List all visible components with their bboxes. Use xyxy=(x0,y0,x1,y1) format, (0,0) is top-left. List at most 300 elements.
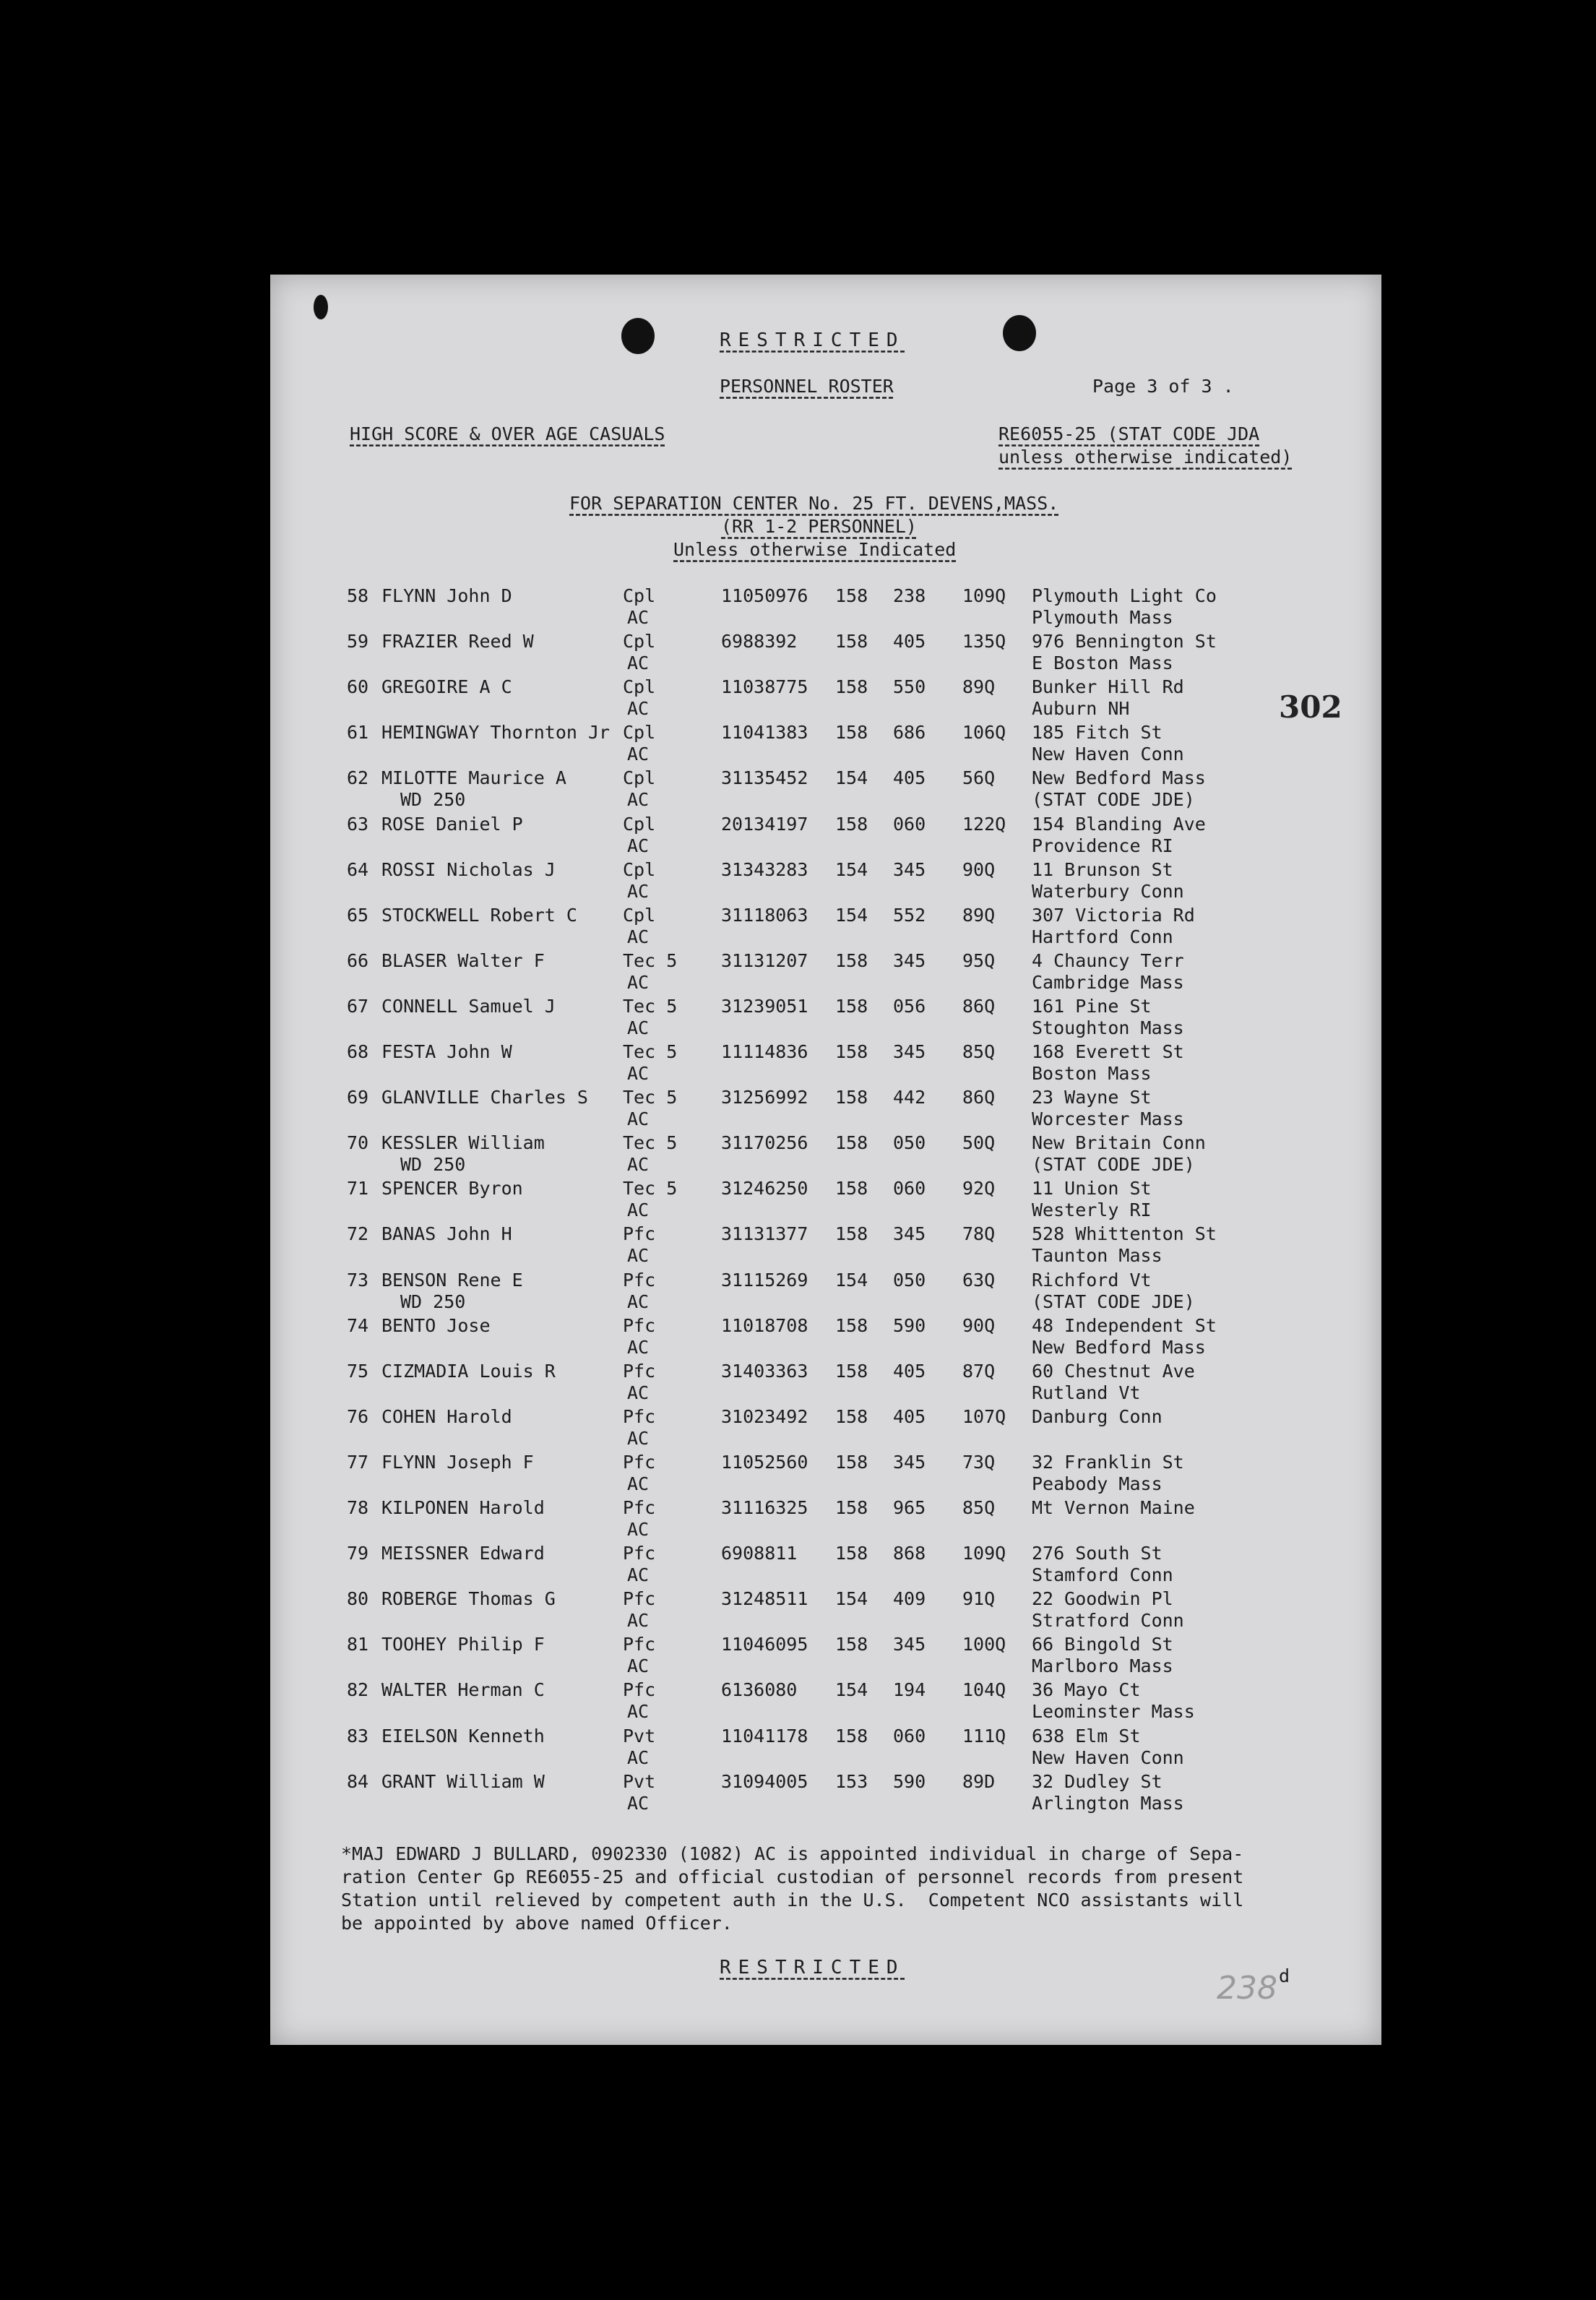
address-line1: 4 Chauncy Terr xyxy=(1032,949,1184,971)
name: STOCKWELL Robert C xyxy=(381,904,577,926)
address-line1: 32 Franklin St xyxy=(1032,1451,1184,1473)
branch: AC xyxy=(627,607,650,628)
address-line2: Cambridge Mass xyxy=(1032,971,1184,993)
code-b: 050 xyxy=(893,1132,926,1154)
code-a: 154 xyxy=(835,1588,868,1610)
code-b: 405 xyxy=(893,1360,926,1382)
code-b: 345 xyxy=(893,1451,926,1473)
grade: Pfc xyxy=(623,1451,656,1473)
row-number: 83 xyxy=(347,1725,369,1746)
name: KESSLER William xyxy=(381,1132,545,1154)
name: BENSON Rene E xyxy=(381,1269,523,1291)
footnote-line3: Station until relieved by competent auth in the U.S. Competent NCO assistants will xyxy=(341,1890,1244,1911)
score: 111Q xyxy=(962,1725,1006,1746)
code-a: 158 xyxy=(835,1223,868,1245)
address-line1: 36 Mayo Ct xyxy=(1032,1679,1141,1701)
name-note: WD 250 xyxy=(400,1154,466,1176)
code-b: 405 xyxy=(893,1405,926,1427)
table-row xyxy=(270,1543,1381,1588)
code-a: 158 xyxy=(835,1497,868,1518)
code-b: 405 xyxy=(893,631,926,652)
code-b: 405 xyxy=(893,767,926,789)
right-heading-line1: RE6055-25 (STAT CODE JDA xyxy=(998,423,1260,444)
name: WALTER Herman C xyxy=(381,1679,545,1701)
page-number: Page 3 of 3 . xyxy=(1092,376,1234,397)
table-row xyxy=(270,722,1381,767)
document-page xyxy=(270,275,1381,2045)
grade: Tec 5 xyxy=(623,1041,678,1062)
address-line1: 276 South St xyxy=(1032,1543,1163,1564)
branch: AC xyxy=(627,926,650,947)
score: 91Q xyxy=(962,1588,996,1610)
code-b: 060 xyxy=(893,1725,926,1746)
address-line2: (STAT CODE JDE) xyxy=(1032,1291,1195,1312)
branch: AC xyxy=(627,1701,650,1723)
address-line1: 66 Bingold St xyxy=(1032,1634,1173,1655)
branch: AC xyxy=(627,1108,650,1130)
table-row xyxy=(270,814,1381,859)
address-line2: Westerly RI xyxy=(1032,1199,1152,1221)
serial-number: 31023492 xyxy=(721,1405,808,1427)
punch-hole-right xyxy=(1003,315,1036,351)
code-a: 154 xyxy=(835,1269,868,1291)
serial-number: 31170256 xyxy=(721,1132,808,1154)
serial-number: 11041178 xyxy=(721,1725,808,1746)
branch: AC xyxy=(627,1154,650,1176)
score: 86Q xyxy=(962,1087,996,1108)
name: ROSSI Nicholas J xyxy=(381,858,556,880)
row-number: 72 xyxy=(347,1223,369,1245)
address-line2: New Haven Conn xyxy=(1032,1746,1184,1768)
score: 107Q xyxy=(962,1405,1006,1427)
branch: AC xyxy=(627,1473,650,1494)
address-line2: Waterbury Conn xyxy=(1032,880,1184,902)
table-row xyxy=(270,859,1381,905)
name: SPENCER Byron xyxy=(381,1178,523,1199)
punch-hole-left xyxy=(621,318,655,354)
branch: AC xyxy=(627,1336,650,1358)
code-b: 345 xyxy=(893,1223,926,1245)
serial-number: 11046095 xyxy=(721,1634,808,1655)
grade: Tec 5 xyxy=(623,1132,678,1154)
name: BLASER Walter F xyxy=(381,949,545,971)
name: MILOTTE Maurice A xyxy=(381,767,566,789)
table-row xyxy=(270,905,1381,950)
grade: Pfc xyxy=(623,1497,656,1518)
table-row xyxy=(270,1041,1381,1087)
roster-title: PERSONNEL ROSTER xyxy=(720,376,894,397)
table-row xyxy=(270,1132,1381,1178)
row-number: 73 xyxy=(347,1269,369,1291)
footnote-line2: ration Center Gp RE6055-25 and official custodian of personnel records from present xyxy=(341,1866,1244,1887)
branch: AC xyxy=(627,1655,650,1677)
row-number: 67 xyxy=(347,995,369,1017)
score: 85Q xyxy=(962,1497,996,1518)
table-row xyxy=(270,1315,1381,1361)
serial-number: 11050976 xyxy=(721,585,808,606)
serial-number: 11052560 xyxy=(721,1451,808,1473)
code-b: 238 xyxy=(893,585,926,606)
code-b: 409 xyxy=(893,1588,926,1610)
name: FLYNN Joseph F xyxy=(381,1451,534,1473)
branch: AC xyxy=(627,698,650,720)
name-note: WD 250 xyxy=(400,1291,466,1312)
code-b: 345 xyxy=(893,1634,926,1655)
address-line2: New Haven Conn xyxy=(1032,744,1184,765)
ink-blot xyxy=(314,295,328,319)
name: FLYNN John D xyxy=(381,585,512,606)
grade: Tec 5 xyxy=(623,1178,678,1199)
code-a: 158 xyxy=(835,722,868,744)
score: 90Q xyxy=(962,1314,996,1336)
address-line1: 976 Bennington St xyxy=(1032,631,1217,652)
name: ROSE Daniel P xyxy=(381,813,523,835)
table-row xyxy=(270,1452,1381,1497)
address-line1: 161 Pine St xyxy=(1032,995,1152,1017)
table-row xyxy=(270,1771,1381,1817)
serial-number: 6136080 xyxy=(721,1679,798,1701)
personnel-table xyxy=(270,585,1381,1821)
footnote-line4: be appointed by above named Officer. xyxy=(341,1913,733,1934)
code-b: 590 xyxy=(893,1770,926,1792)
row-number: 69 xyxy=(347,1087,369,1108)
row-number: 74 xyxy=(347,1314,369,1336)
address-line1: 154 Blanding Ave xyxy=(1032,813,1206,835)
grade: Cpl xyxy=(623,631,656,652)
pencil-annotation: 238 xyxy=(1217,1970,1277,2007)
serial-number: 31248511 xyxy=(721,1588,808,1610)
code-a: 158 xyxy=(835,1634,868,1655)
address-line2: New Bedford Mass xyxy=(1032,1336,1206,1358)
score: 95Q xyxy=(962,949,996,971)
address-line1: Bunker Hill Rd xyxy=(1032,676,1184,698)
code-a: 158 xyxy=(835,1451,868,1473)
name: BANAS John H xyxy=(381,1223,512,1245)
table-row xyxy=(270,1223,1381,1269)
score: 89Q xyxy=(962,904,996,926)
code-a: 154 xyxy=(835,1679,868,1701)
code-b: 345 xyxy=(893,1041,926,1062)
branch: AC xyxy=(627,652,650,674)
code-b: 345 xyxy=(893,949,926,971)
serial-number: 11041383 xyxy=(721,722,808,744)
score: 78Q xyxy=(962,1223,996,1245)
address-line1: 638 Elm St xyxy=(1032,1725,1141,1746)
center-heading-line3: Unless otherwise Indicated xyxy=(673,539,957,560)
branch: AC xyxy=(627,1746,650,1768)
row-number: 79 xyxy=(347,1543,369,1564)
grade: Pfc xyxy=(623,1269,656,1291)
code-b: 965 xyxy=(893,1497,926,1518)
row-number: 64 xyxy=(347,858,369,880)
branch: AC xyxy=(627,1017,650,1038)
score: 100Q xyxy=(962,1634,1006,1655)
table-row xyxy=(270,1588,1381,1634)
row-number: 78 xyxy=(347,1497,369,1518)
score: 56Q xyxy=(962,767,996,789)
address-line2: Hartford Conn xyxy=(1032,926,1173,947)
branch: AC xyxy=(627,1792,650,1814)
address-line1: 11 Union St xyxy=(1032,1178,1152,1199)
row-number: 70 xyxy=(347,1132,369,1154)
table-row xyxy=(270,1679,1381,1725)
grade: Pfc xyxy=(623,1360,656,1382)
restricted-heading-top: RESTRICTED xyxy=(720,330,905,351)
address-line2: Peabody Mass xyxy=(1032,1473,1163,1494)
branch: AC xyxy=(627,1610,650,1632)
address-line1: Mt Vernon Maine xyxy=(1032,1497,1195,1518)
right-heading-line2: unless otherwise indicated) xyxy=(998,447,1293,468)
row-number: 75 xyxy=(347,1360,369,1382)
serial-number: 31115269 xyxy=(721,1269,808,1291)
table-row xyxy=(270,631,1381,676)
name: CONNELL Samuel J xyxy=(381,995,556,1017)
code-a: 158 xyxy=(835,813,868,835)
row-number: 65 xyxy=(347,904,369,926)
grade: Pfc xyxy=(623,1588,656,1610)
serial-number: 31239051 xyxy=(721,995,808,1017)
address-line2: Taunton Mass xyxy=(1032,1245,1163,1267)
branch: AC xyxy=(627,971,650,993)
grade: Cpl xyxy=(623,722,656,744)
code-b: 056 xyxy=(893,995,926,1017)
row-number: 58 xyxy=(347,585,369,606)
branch: AC xyxy=(627,789,650,811)
table-row xyxy=(270,1361,1381,1406)
branch: AC xyxy=(627,1199,650,1221)
code-a: 158 xyxy=(835,1132,868,1154)
name: MEISSNER Edward xyxy=(381,1543,545,1564)
code-a: 158 xyxy=(835,1543,868,1564)
serial-number: 31094005 xyxy=(721,1770,808,1792)
serial-number: 31118063 xyxy=(721,904,808,926)
grade: Cpl xyxy=(623,767,656,789)
table-row xyxy=(270,1497,1381,1543)
address-line2: Leominster Mass xyxy=(1032,1701,1195,1723)
code-a: 158 xyxy=(835,1178,868,1199)
code-b: 550 xyxy=(893,676,926,698)
address-line1: 168 Everett St xyxy=(1032,1041,1184,1062)
code-a: 154 xyxy=(835,858,868,880)
code-a: 154 xyxy=(835,767,868,789)
table-row xyxy=(270,1178,1381,1223)
address-line2: Rutland Vt xyxy=(1032,1382,1141,1403)
grade: Cpl xyxy=(623,858,656,880)
grade: Pvt xyxy=(623,1725,656,1746)
code-a: 158 xyxy=(835,631,868,652)
code-a: 158 xyxy=(835,1314,868,1336)
name: BENTO Jose xyxy=(381,1314,491,1336)
row-number: 59 xyxy=(347,631,369,652)
row-number: 68 xyxy=(347,1041,369,1062)
grade: Pfc xyxy=(623,1543,656,1564)
name: FESTA John W xyxy=(381,1041,512,1062)
center-heading-line2: (RR 1-2 PERSONNEL) xyxy=(721,516,917,537)
code-a: 158 xyxy=(835,676,868,698)
address-line2: Stamford Conn xyxy=(1032,1564,1173,1586)
grade: Pfc xyxy=(623,1223,656,1245)
branch: AC xyxy=(627,1427,650,1449)
address-line2: (STAT CODE JDE) xyxy=(1032,789,1195,811)
address-line1: Danburg Conn xyxy=(1032,1405,1163,1427)
code-a: 154 xyxy=(835,904,868,926)
table-row xyxy=(270,767,1381,813)
row-number: 77 xyxy=(347,1451,369,1473)
address-line1: New Britain Conn xyxy=(1032,1132,1206,1154)
code-b: 590 xyxy=(893,1314,926,1336)
address-line1: 48 Independent St xyxy=(1032,1314,1217,1336)
code-a: 158 xyxy=(835,995,868,1017)
address-line2: Stoughton Mass xyxy=(1032,1017,1184,1038)
score: 92Q xyxy=(962,1178,996,1199)
branch: AC xyxy=(627,1382,650,1403)
address-line1: Richford Vt xyxy=(1032,1269,1152,1291)
name: EIELSON Kenneth xyxy=(381,1725,545,1746)
code-a: 158 xyxy=(835,1087,868,1108)
branch: AC xyxy=(627,880,650,902)
address-line2: (STAT CODE JDE) xyxy=(1032,1154,1195,1176)
score: 87Q xyxy=(962,1360,996,1382)
address-line2: Providence RI xyxy=(1032,835,1173,856)
serial-number: 11114836 xyxy=(721,1041,808,1062)
row-number: 63 xyxy=(347,813,369,835)
address-line1: 185 Fitch St xyxy=(1032,722,1163,744)
branch: AC xyxy=(627,1564,650,1586)
serial-number: 31135452 xyxy=(721,767,808,789)
serial-number: 6988392 xyxy=(721,631,798,652)
score: 104Q xyxy=(962,1679,1006,1701)
name: ROBERGE Thomas G xyxy=(381,1588,556,1610)
serial-number: 11018708 xyxy=(721,1314,808,1336)
code-b: 442 xyxy=(893,1087,926,1108)
code-b: 345 xyxy=(893,858,926,880)
grade: Cpl xyxy=(623,585,656,606)
stamped-page-number: 302 xyxy=(1279,689,1342,725)
center-heading-line1: FOR SEPARATION CENTER No. 25 FT. DEVENS,MASS. xyxy=(569,493,1059,514)
pencil-annotation-suffix: d xyxy=(1279,1965,1290,1986)
score: 135Q xyxy=(962,631,1006,652)
grade: Pfc xyxy=(623,1679,656,1701)
left-heading: HIGH SCORE & OVER AGE CASUALS xyxy=(350,423,665,444)
code-a: 158 xyxy=(835,1725,868,1746)
score: 73Q xyxy=(962,1451,996,1473)
score: 85Q xyxy=(962,1041,996,1062)
table-row xyxy=(270,585,1381,631)
code-a: 158 xyxy=(835,949,868,971)
address-line1: 23 Wayne St xyxy=(1032,1087,1152,1108)
serial-number: 31246250 xyxy=(721,1178,808,1199)
address-line1: 307 Victoria Rd xyxy=(1032,904,1195,926)
name: FRAZIER Reed W xyxy=(381,631,534,652)
code-b: 868 xyxy=(893,1543,926,1564)
code-b: 050 xyxy=(893,1269,926,1291)
address-line1: Plymouth Light Co xyxy=(1032,585,1217,606)
branch: AC xyxy=(627,1519,650,1540)
serial-number: 6908811 xyxy=(721,1543,798,1564)
branch: AC xyxy=(627,1291,650,1312)
table-row xyxy=(270,1726,1381,1771)
serial-number: 31131207 xyxy=(721,949,808,971)
address-line1: 60 Chestnut Ave xyxy=(1032,1360,1195,1382)
grade: Pvt xyxy=(623,1770,656,1792)
grade: Pfc xyxy=(623,1314,656,1336)
score: 63Q xyxy=(962,1269,996,1291)
code-a: 158 xyxy=(835,1041,868,1062)
table-row xyxy=(270,950,1381,996)
score: 50Q xyxy=(962,1132,996,1154)
row-number: 71 xyxy=(347,1178,369,1199)
footnote-line1: *MAJ EDWARD J BULLARD, 0902330 (1082) AC is appointed individual in charge of Sepa- xyxy=(341,1843,1244,1864)
name-note: WD 250 xyxy=(400,789,466,811)
serial-number: 11038775 xyxy=(721,676,808,698)
name: GLANVILLE Charles S xyxy=(381,1087,588,1108)
address-line1: 22 Goodwin Pl xyxy=(1032,1588,1173,1610)
serial-number: 31116325 xyxy=(721,1497,808,1518)
name: CIZMADIA Louis R xyxy=(381,1360,556,1382)
code-b: 060 xyxy=(893,1178,926,1199)
serial-number: 20134197 xyxy=(721,813,808,835)
score: 90Q xyxy=(962,858,996,880)
code-a: 153 xyxy=(835,1770,868,1792)
address-line2: Marlboro Mass xyxy=(1032,1655,1173,1677)
serial-number: 31131377 xyxy=(721,1223,808,1245)
code-b: 686 xyxy=(893,722,926,744)
branch: AC xyxy=(627,1245,650,1267)
address-line1: 32 Dudley St xyxy=(1032,1770,1163,1792)
name: TOOHEY Philip F xyxy=(381,1634,545,1655)
row-number: 80 xyxy=(347,1588,369,1610)
table-row xyxy=(270,1270,1381,1315)
row-number: 84 xyxy=(347,1770,369,1792)
serial-number: 31256992 xyxy=(721,1087,808,1108)
code-a: 158 xyxy=(835,1360,868,1382)
address-line1: New Bedford Mass xyxy=(1032,767,1206,789)
grade: Tec 5 xyxy=(623,995,678,1017)
name: GRANT William W xyxy=(381,1770,545,1792)
branch: AC xyxy=(627,835,650,856)
address-line2: Auburn NH xyxy=(1032,698,1130,720)
grade: Cpl xyxy=(623,904,656,926)
name: HEMINGWAY Thornton Jr xyxy=(381,722,611,744)
row-number: 81 xyxy=(347,1634,369,1655)
grade: Pfc xyxy=(623,1405,656,1427)
grade: Pfc xyxy=(623,1634,656,1655)
grade: Tec 5 xyxy=(623,1087,678,1108)
address-line1: 528 Whittenton St xyxy=(1032,1223,1217,1245)
score: 89Q xyxy=(962,676,996,698)
row-number: 61 xyxy=(347,722,369,744)
address-line2: E Boston Mass xyxy=(1032,652,1173,674)
address-line2: Plymouth Mass xyxy=(1032,607,1173,628)
table-row xyxy=(270,1087,1381,1132)
score: 106Q xyxy=(962,722,1006,744)
score: 89D xyxy=(962,1770,996,1792)
row-number: 66 xyxy=(347,949,369,971)
branch: AC xyxy=(627,744,650,765)
serial-number: 31343283 xyxy=(721,858,808,880)
address-line2: Arlington Mass xyxy=(1032,1792,1184,1814)
row-number: 82 xyxy=(347,1679,369,1701)
serial-number: 31403363 xyxy=(721,1360,808,1382)
table-row xyxy=(270,1406,1381,1452)
code-a: 158 xyxy=(835,585,868,606)
row-number: 62 xyxy=(347,767,369,789)
row-number: 60 xyxy=(347,676,369,698)
restricted-heading-bottom: RESTRICTED xyxy=(720,1957,905,1978)
grade: Tec 5 xyxy=(623,949,678,971)
code-b: 194 xyxy=(893,1679,926,1701)
score: 86Q xyxy=(962,995,996,1017)
